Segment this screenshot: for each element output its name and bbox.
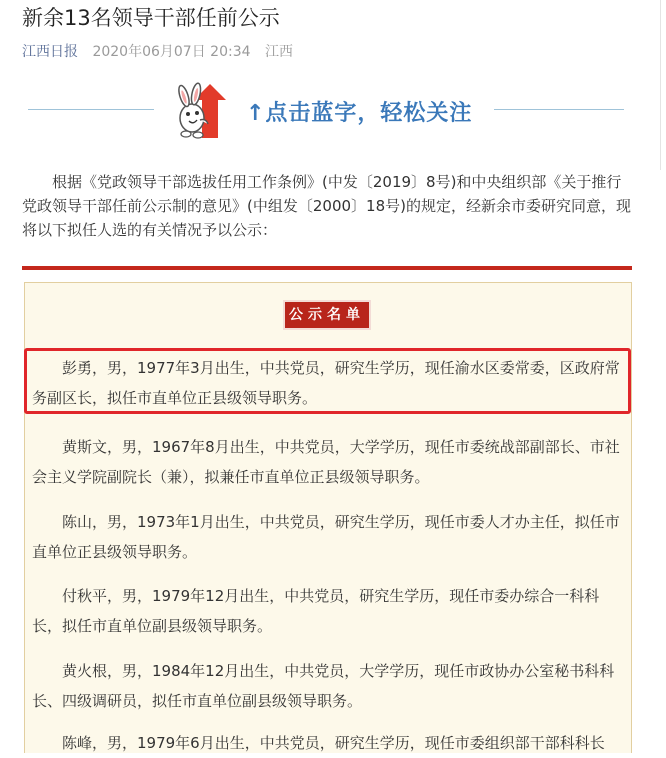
intro-paragraph: 根据《党政领导干部选拔任用工作条例》(中发〔2019〕8号)和中央组织部《关于推行党政领导干部任前公示制的意见》(中组发〔2000〕18号)的规定，经新余市委研究同意，现将以下拟任人选的有关情况予以公示： xyxy=(22,173,631,239)
rabbit-mascot-icon xyxy=(170,80,240,142)
candidate-entry: 付秋平，男，1979年12月出生，中共党员，研究生学历，现任市委办综合一科科长，拟任市直单位副县级领导职务。 xyxy=(32,587,600,635)
red-divider xyxy=(22,266,632,270)
banner-divider-left xyxy=(28,109,154,110)
follow-prompt-text[interactable]: ↑点击蓝字，轻松关注 xyxy=(246,101,473,126)
candidate-entry: 黄火根，男，1984年12月出生，中共党员，大学学历，现任市政协办公室秘书科科长、四级调研员，拟任市直单位副县级领导职务。 xyxy=(32,662,615,710)
highlight-frame xyxy=(24,348,631,414)
banner-divider-right xyxy=(494,109,624,110)
scrollbar-track xyxy=(660,0,666,170)
notice-title: 公示名单 xyxy=(285,302,369,328)
source-link[interactable]: 江西日报 xyxy=(22,44,78,60)
candidate-entry: 彭勇，男，1977年3月出生，中共党员，研究生学历，现任渝水区委常委，区政府常务副区长，拟任市直单位正县级领导职务。 xyxy=(32,359,620,407)
follow-banner[interactable] xyxy=(28,80,632,144)
article-title: 新余13名领导干部任前公示 xyxy=(22,6,280,30)
publish-date: 2020年06月07日 20:34 xyxy=(92,44,251,60)
candidate-entry: 陈山，男，1973年1月出生，中共党员，研究生学历，现任市委人才办主任，拟任市直单位正县级领导职务。 xyxy=(32,513,620,561)
candidate-entry: 陈峰，男，1979年6月出生，中共党员，研究生学历，现任市委组织部干部科科长 xyxy=(62,734,605,752)
candidate-entry: 黄斯文，男，1967年8月出生，中共党员，大学学历，现任市委统战部副部长、市社会主义学院副院长（兼），拟兼任市直单位正县级领导职务。 xyxy=(32,438,620,486)
article-meta xyxy=(22,41,293,61)
region-label: 江西 xyxy=(264,44,293,60)
